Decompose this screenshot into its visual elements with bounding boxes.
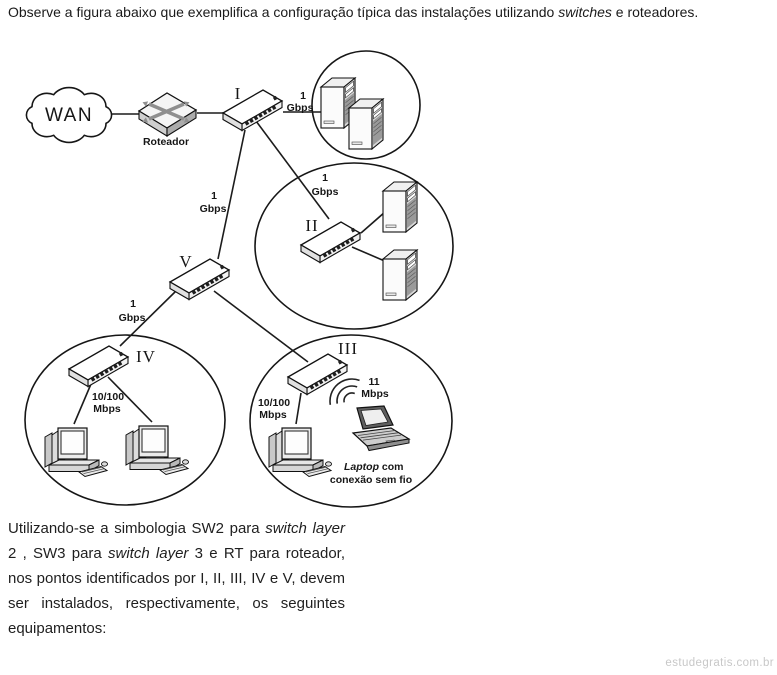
point-label-v: V xyxy=(179,252,193,271)
speed-label-1gbps-v xyxy=(200,190,227,215)
question-paragraph xyxy=(8,516,345,641)
link-switch-i-switch-ii xyxy=(256,121,329,219)
speed-label-11mbps xyxy=(361,376,389,400)
link-switch-iv-pc1 xyxy=(74,384,91,424)
svg-text:1: 1 xyxy=(211,190,217,202)
svg-text:11: 11 xyxy=(368,376,380,388)
intro-text-italic: switches xyxy=(558,4,612,20)
question-seg3: 3 e RT para roteador, nos pontos identificados por I, II, III, IV e V, devem ser instalados, respectivamente, os seguintes equipamentos: xyxy=(8,545,345,637)
svg-text:Gbps: Gbps xyxy=(199,203,227,215)
intro-text-post: e roteadores. xyxy=(611,4,699,20)
switch-iii xyxy=(288,354,347,395)
svg-text:Gbps: Gbps xyxy=(118,312,146,324)
router-label: Roteador xyxy=(142,136,190,148)
svg-text:1: 1 xyxy=(300,90,306,102)
svg-text:Laptop com: Laptop com xyxy=(344,461,404,473)
server-tower xyxy=(349,99,383,149)
desktop-pc xyxy=(45,428,108,477)
desktop-pc xyxy=(126,426,189,475)
network-links xyxy=(74,112,387,424)
switch-iv xyxy=(69,346,128,387)
question-seg1: Utilizando-se a simbologia SW2 para xyxy=(8,520,266,537)
svg-text:Mbps: Mbps xyxy=(93,403,121,415)
link-switch-ii-server-top xyxy=(361,212,385,233)
svg-text:Gbps: Gbps xyxy=(286,102,314,114)
speed-label-1gbps-top xyxy=(287,90,314,114)
question-italic2: switch layer xyxy=(108,545,189,562)
speed-label-1gbps-ii xyxy=(312,172,339,198)
switch-i xyxy=(223,90,282,131)
intro-text-pre: Observe a figura abaixo que exemplifica a configuração típica das instalações utilizando xyxy=(8,4,559,20)
point-label-i: I xyxy=(234,84,242,103)
svg-text:conexão sem fio: conexão sem fio xyxy=(329,474,413,486)
wan-cloud xyxy=(26,88,111,143)
laptop xyxy=(353,406,409,451)
server-group-ellipse-ii xyxy=(255,163,453,329)
svg-text:10/100: 10/100 xyxy=(91,391,125,403)
point-label-iii: III xyxy=(338,339,358,358)
laptop-caption xyxy=(330,461,412,486)
link-switch-ii-server-bottom xyxy=(352,247,387,262)
wan-label: WAN xyxy=(44,105,94,126)
link-switch-iii-pc xyxy=(296,393,301,424)
speed-label-10-100-iv xyxy=(92,391,124,415)
svg-text:1: 1 xyxy=(322,172,328,184)
point-label-ii: II xyxy=(305,216,319,235)
svg-text:Mbps: Mbps xyxy=(361,388,389,400)
intro-paragraph xyxy=(8,3,774,22)
svg-text:10/100: 10/100 xyxy=(257,397,291,409)
server-tower xyxy=(383,250,417,300)
router-icon xyxy=(139,93,196,136)
link-switch-i-switch-v xyxy=(218,130,245,259)
site-watermark: estudegratis.com.br xyxy=(665,657,774,669)
question-seg2: 2 , SW3 para xyxy=(8,545,108,562)
speed-label-10-100-iii xyxy=(258,397,290,421)
svg-text:Gbps: Gbps xyxy=(311,186,339,198)
server-tower xyxy=(383,182,417,232)
point-label-iv: IV xyxy=(136,347,156,366)
question-italic1: switch layer xyxy=(265,520,345,537)
svg-text:1: 1 xyxy=(130,298,136,310)
svg-text:Mbps: Mbps xyxy=(259,409,287,421)
speed-label-1gbps-iv xyxy=(119,298,146,324)
link-switch-v-switch-iii xyxy=(214,291,308,362)
desktop-pc xyxy=(269,428,332,477)
